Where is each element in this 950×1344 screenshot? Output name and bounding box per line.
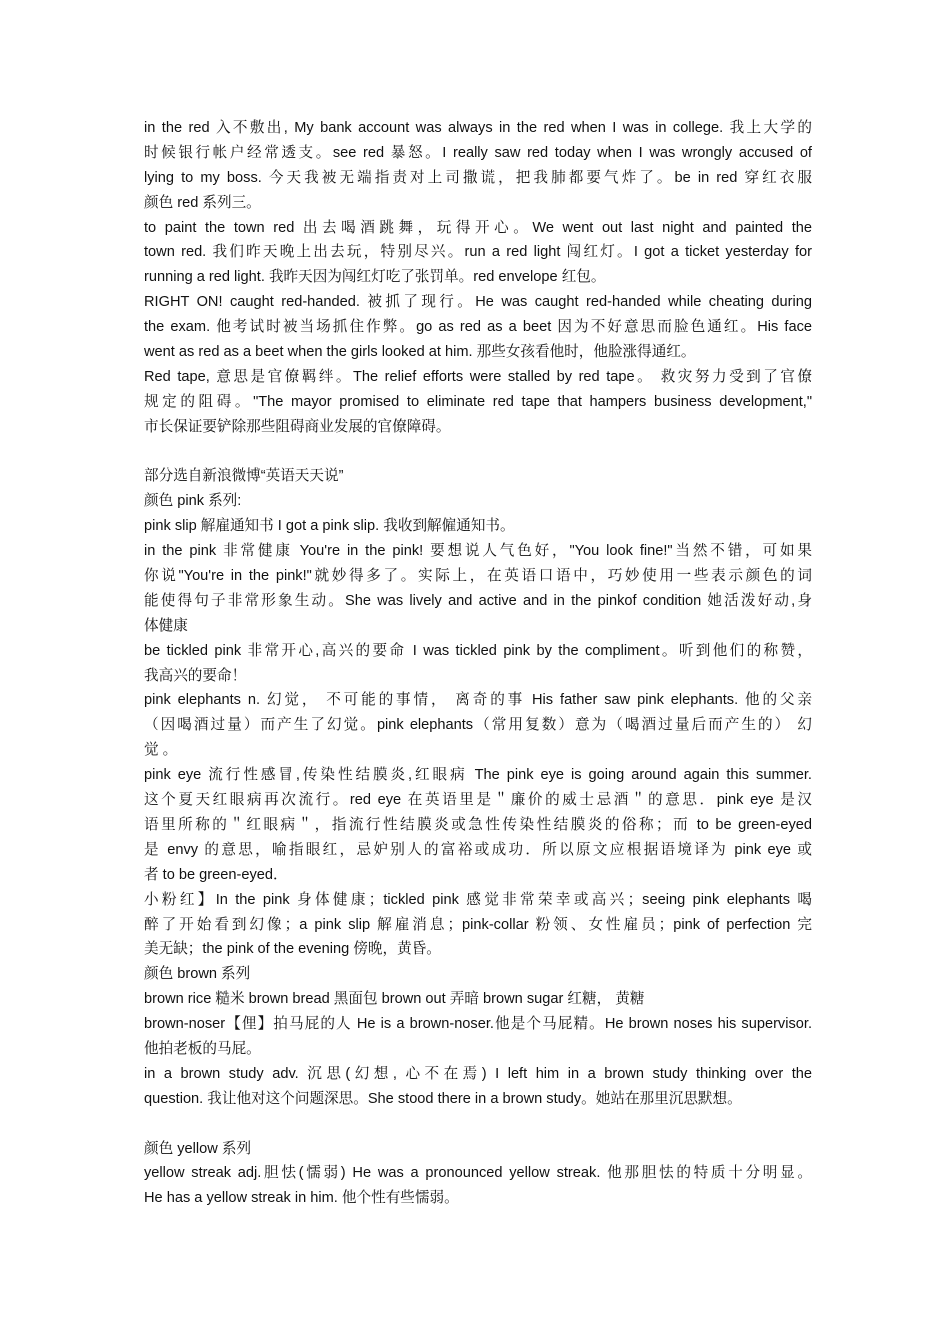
- paragraph: [144, 888, 812, 963]
- paragraph: [144, 987, 812, 1012]
- text-line: the exam. 他考试时被当场抓住作弊。go as red as a beet 因为不好意思而脸色通红。His face: [144, 319, 812, 336]
- text-line: 规定的阻碍。"The mayor promised to eliminate red tape that hampers business development,": [144, 393, 812, 410]
- paragraph: [144, 514, 812, 539]
- text-line: 体健康: [144, 617, 188, 634]
- text-line: 者 to be green-eyed．: [144, 866, 288, 883]
- text-line: 颜色 pink 系列:: [144, 493, 242, 510]
- text-line: in a brown study adv. 沉思(幻想, 心不在焉) I left him in a brown study thinking over the: [144, 1065, 812, 1082]
- text-line: be tickled pink 非常开心,高兴的要命 I was tickled pink by the compliment。听到他们的称赞，: [144, 642, 812, 659]
- paragraph: [144, 962, 812, 987]
- text-line: went as red as a beet when the girls looked at him. 那些女孩看他时，他脸涨得通红。: [144, 344, 696, 361]
- paragraph: [144, 290, 812, 365]
- text-line: 美无缺；the pink of the evening 傍晚，黄昏。: [144, 941, 441, 958]
- paragraph: [144, 1161, 812, 1211]
- text-line: 这个夏天红眼病再次流行。red eye 在英语里是＂廉价的威士忌酒＂的意思．pink eye 是汉: [144, 792, 812, 809]
- paragraph: [144, 1137, 812, 1162]
- text-line: pink elephants n. 幻觉， 不可能的事情， 离奇的事 His father saw pink elephants. 他的父亲: [144, 692, 812, 709]
- text-line: 颜色 yellow 系列: [144, 1140, 252, 1157]
- paragraph: [144, 489, 812, 514]
- text-line: running a red light. 我昨天因为闯红灯吃了张罚单。red envelope 红包。: [144, 269, 606, 286]
- text-line: 市长保证要铲除那些阻碍商业发展的官僚障碍。: [144, 418, 451, 435]
- text-line: in the pink 非常健康 You're in the pink! 要想说人气色好，"You look fine!"当然不错，可如果: [144, 543, 812, 560]
- blank-line: [144, 1112, 812, 1137]
- text-line: He has a yellow streak in him. 他个性有些懦弱。: [144, 1190, 459, 1207]
- text-line: 醉了开始看到幻像；a pink slip 解雇消息；pink-collar 粉领、女性雇员；pink of perfection 完: [144, 916, 812, 933]
- text-line: 是 envy 的意思，喻指眼红，忌妒别人的富裕或成功．所以原文应根据语境译为 pink eye 或: [144, 841, 812, 858]
- document-page: [144, 116, 812, 1211]
- text-line: 你说"You're in the pink!"就妙得多了。实际上，在英语口语中，巧妙使用一些表示颜色的词: [144, 568, 812, 585]
- text-line: 时候银行帐户经常透支。see red 暴怒。I really saw red today when I was wrongly accused of: [144, 144, 812, 161]
- blank-line: [144, 440, 812, 465]
- text-line: 小粉红】In the pink 身体健康；tickled pink 感觉非常荣幸或高兴；seeing pink elephants 喝: [144, 891, 812, 908]
- paragraph: [144, 116, 812, 216]
- text-line: 部分选自新浪微博“英语天天说”: [144, 468, 344, 485]
- text-line: town red. 我们昨天晚上出去玩，特别尽兴。run a red light 闯红灯。I got a ticket yesterday for: [144, 244, 812, 261]
- text-line: pink eye 流行性感冒,传染性结膜炎,红眼病 The pink eye is going around again this summer.: [144, 767, 812, 784]
- text-line: lying to my boss. 今天我被无端指责对上司撒谎，把我肺都要气炸了。be in red 穿红衣服: [144, 169, 812, 186]
- text-line: 我高兴的要命！: [144, 667, 247, 684]
- paragraph: [144, 365, 812, 440]
- text-line: question. 我让他对这个问题深思。She stood there in a brown study。她站在那里沉思默想。: [144, 1090, 742, 1107]
- paragraph: [144, 763, 812, 887]
- text-line: 颜色 brown 系列: [144, 966, 251, 983]
- text-line: 觉 。: [144, 742, 178, 759]
- text-line: 能使得句子非常形象生动。She was lively and active and in the pinkof condition 她活泼好动,身: [144, 592, 812, 609]
- paragraph: [144, 216, 812, 291]
- text-line: brown rice 糙米 brown bread 黑面包 brown out 弄暗 brown sugar 红糖， 黄糖: [144, 991, 645, 1008]
- paragraph: [144, 1012, 812, 1062]
- paragraph: [144, 464, 812, 489]
- paragraph: [144, 1062, 812, 1112]
- text-line: Red tape, 意思是官僚羁绊。The relief efforts were stalled by red tape。 救灾努力受到了官僚: [144, 368, 812, 385]
- text-line: brown-noser【俚】拍马屁的人 He is a brown-noser.他是个马屁精。He brown noses his supervisor.: [144, 1016, 812, 1033]
- text-line: to paint the town red 出去喝酒跳舞，玩得开心。We went out last night and painted the: [144, 219, 812, 236]
- paragraph: [144, 688, 812, 763]
- text-line: in the red 入不敷出, My bank account was always in the red when I was in college. 我上大学的: [144, 120, 812, 136]
- text-line: RIGHT ON! caught red-handed. 被抓了现行。He was caught red-handed while cheating during: [144, 294, 812, 311]
- text-line: 颜色 red 系列三。: [144, 194, 261, 211]
- text-line: 他拍老板的马屁。: [144, 1040, 261, 1057]
- paragraph: [144, 539, 812, 639]
- text-line: 语里所称的＂红眼病＂，指流行性结膜炎或急性传染性结膜炎的俗称；而 to be green-eyed: [144, 816, 812, 833]
- paragraph: [144, 639, 812, 689]
- text-line: pink slip 解雇通知书 I got a pink slip. 我收到解僱通知书。: [144, 518, 515, 535]
- text-line: yellow streak adj.胆怯(懦弱) He was a pronounced yellow streak. 他那胆怯的特质十分明显。: [144, 1165, 812, 1182]
- text-line: （因喝酒过量）而产生了幻觉。pink elephants（常用复数）意为（喝酒过量后而产生的） 幻: [144, 717, 812, 734]
